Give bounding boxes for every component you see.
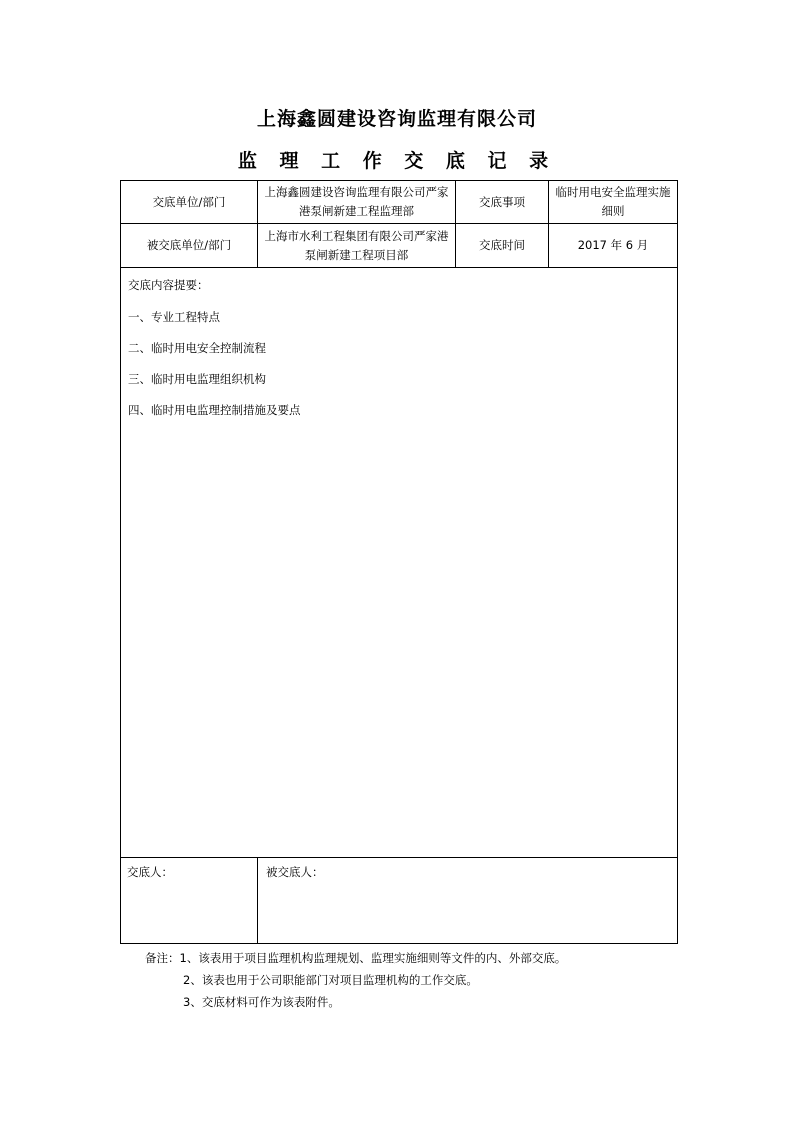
receiving-unit-value: 上海市水利工程集团有限公司严家港泵闸新建工程项目部	[258, 224, 456, 268]
handover-person-cell	[121, 857, 258, 943]
receiving-unit-label: 被交底单位/部门	[121, 224, 258, 268]
handover-record-table	[120, 180, 678, 944]
list-item: 一、专业工程特点	[128, 310, 220, 325]
handover-person-label: 交底人：	[127, 864, 173, 879]
table-row	[121, 181, 678, 224]
notes-block	[145, 947, 566, 1013]
list-item: 四、临时用电监理控制措施及要点	[128, 403, 301, 418]
note-line: 备注：1、该表用于项目监理机构监理规划、监理实施细则等文件的内、外部交底。	[145, 951, 567, 965]
content-summary-cell	[121, 268, 678, 858]
handover-unit-label: 交底单位/部门	[121, 181, 258, 224]
company-name: 上海鑫圆建设咨询监理有限公司	[256, 108, 537, 130]
table-row	[121, 857, 678, 943]
handover-subject-value: 临时用电安全监理实施细则	[549, 181, 678, 224]
table-row	[121, 268, 678, 858]
handover-subject-label: 交底事项	[456, 181, 549, 224]
handover-time-value: 2017 年 6 月	[549, 224, 678, 268]
content-heading: 交底内容提要：	[128, 278, 209, 293]
note-line: 2、该表也用于公司职能部门对项目监理机构的工作交底。	[183, 973, 478, 987]
handover-unit-value: 上海鑫圆建设咨询监理有限公司严家港泵闸新建工程监理部	[258, 181, 456, 224]
list-item: 二、临时用电安全控制流程	[128, 341, 266, 356]
list-item: 三、临时用电监理组织机构	[128, 372, 266, 387]
handover-time-label: 交底时间	[456, 224, 549, 268]
receiver-person-cell	[258, 857, 678, 943]
table-row	[121, 224, 678, 268]
record-title: 监 理 工 作 交 底 记 录	[237, 150, 557, 172]
receiver-person-label: 被交底人：	[266, 864, 324, 879]
note-line: 3、交底材料可作为该表附件。	[183, 995, 340, 1009]
